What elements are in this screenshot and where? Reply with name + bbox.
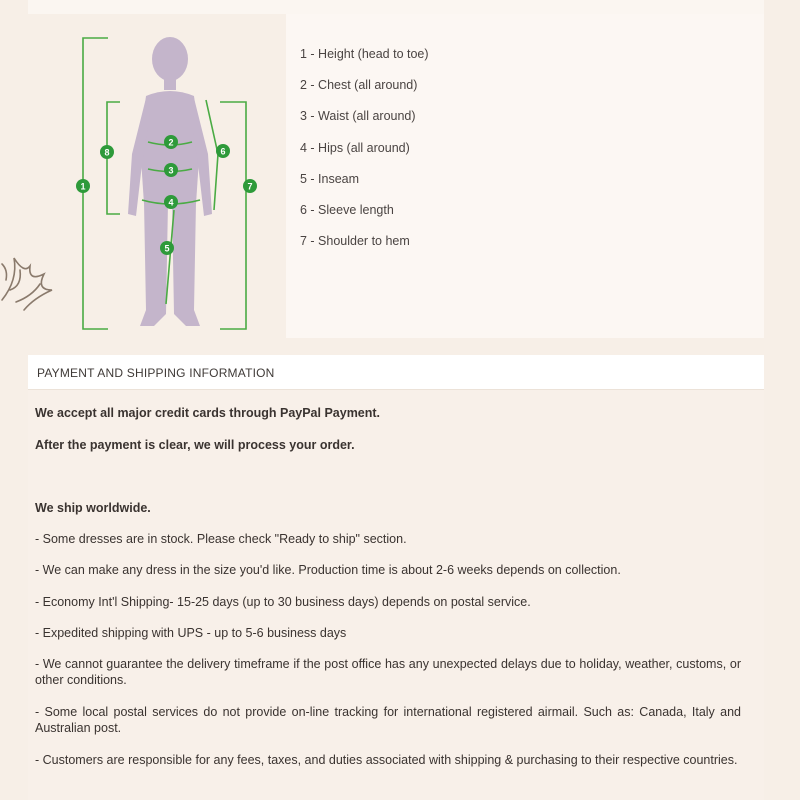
marker-1 bbox=[76, 179, 90, 193]
payment-section-title: PAYMENT AND SHIPPING INFORMATION bbox=[37, 366, 275, 380]
svg-text:6: 6 bbox=[220, 146, 226, 157]
shipping-line: - Economy Int'l Shipping- 15-25 days (up to 30 business days) depends on postal service. bbox=[35, 595, 531, 609]
marker-2 bbox=[164, 135, 178, 149]
shipping-line: - Some local postal services do not provide on-line tracking for international registered airmail. Such as: Canada, Italy and Australian post. bbox=[35, 705, 741, 735]
measurement-item: 5 - Inseam bbox=[300, 172, 360, 186]
floral-ornament-icon bbox=[0, 240, 60, 320]
child-silhouette bbox=[128, 37, 212, 326]
top-strip bbox=[28, 0, 764, 15]
measurement-item: 1 - Height (head to toe) bbox=[300, 47, 429, 61]
svg-text:8: 8 bbox=[104, 147, 110, 158]
svg-text:2: 2 bbox=[168, 137, 174, 148]
payment-line: After the payment is clear, we will process your order. bbox=[35, 438, 355, 452]
svg-text:4: 4 bbox=[168, 197, 174, 208]
shipping-line: - Customers are responsible for any fees, taxes, and duties associated with shipping & purchasing to their respective countries. bbox=[35, 753, 738, 767]
marker-7 bbox=[243, 179, 257, 193]
shipping-line: - We cannot guarantee the delivery timeframe if the post office has any unexpected delays due to holiday, weather, customs, or other conditions. bbox=[35, 657, 741, 687]
measurement-item: 6 - Sleeve length bbox=[300, 203, 394, 217]
marker-4 bbox=[164, 195, 178, 209]
payment-section-header bbox=[28, 355, 764, 390]
measurement-item: 4 - Hips (all around) bbox=[300, 141, 410, 155]
payment-line: We accept all major credit cards through PayPal Payment. bbox=[35, 406, 381, 420]
shipping-line: - Expedited shipping with UPS - up to 5-6 business days bbox=[35, 626, 347, 640]
measurement-item: 2 - Chest (all around) bbox=[300, 78, 418, 92]
shipping-heading: We ship worldwide. bbox=[35, 501, 151, 515]
marker-8 bbox=[100, 145, 114, 159]
shipping-line: - Some dresses are in stock. Please check "Ready to ship" section. bbox=[35, 532, 407, 546]
svg-text:3: 3 bbox=[168, 165, 174, 176]
measurement-item: 7 - Shoulder to hem bbox=[300, 234, 410, 248]
shipping-line: - We can make any dress in the size you'd like. Production time is about 2-6 weeks depends on collection. bbox=[35, 563, 621, 577]
payment-shipping-section bbox=[28, 355, 764, 800]
svg-text:5: 5 bbox=[164, 243, 170, 254]
measurement-list bbox=[286, 14, 764, 338]
measurement-item: 3 - Waist (all around) bbox=[300, 109, 416, 123]
size-chart-figure bbox=[28, 14, 286, 338]
svg-text:1: 1 bbox=[80, 181, 86, 192]
svg-text:7: 7 bbox=[247, 181, 253, 192]
marker-6 bbox=[216, 144, 230, 158]
marker-5 bbox=[160, 241, 174, 255]
size-chart-section bbox=[28, 14, 764, 338]
marker-3 bbox=[164, 163, 178, 177]
